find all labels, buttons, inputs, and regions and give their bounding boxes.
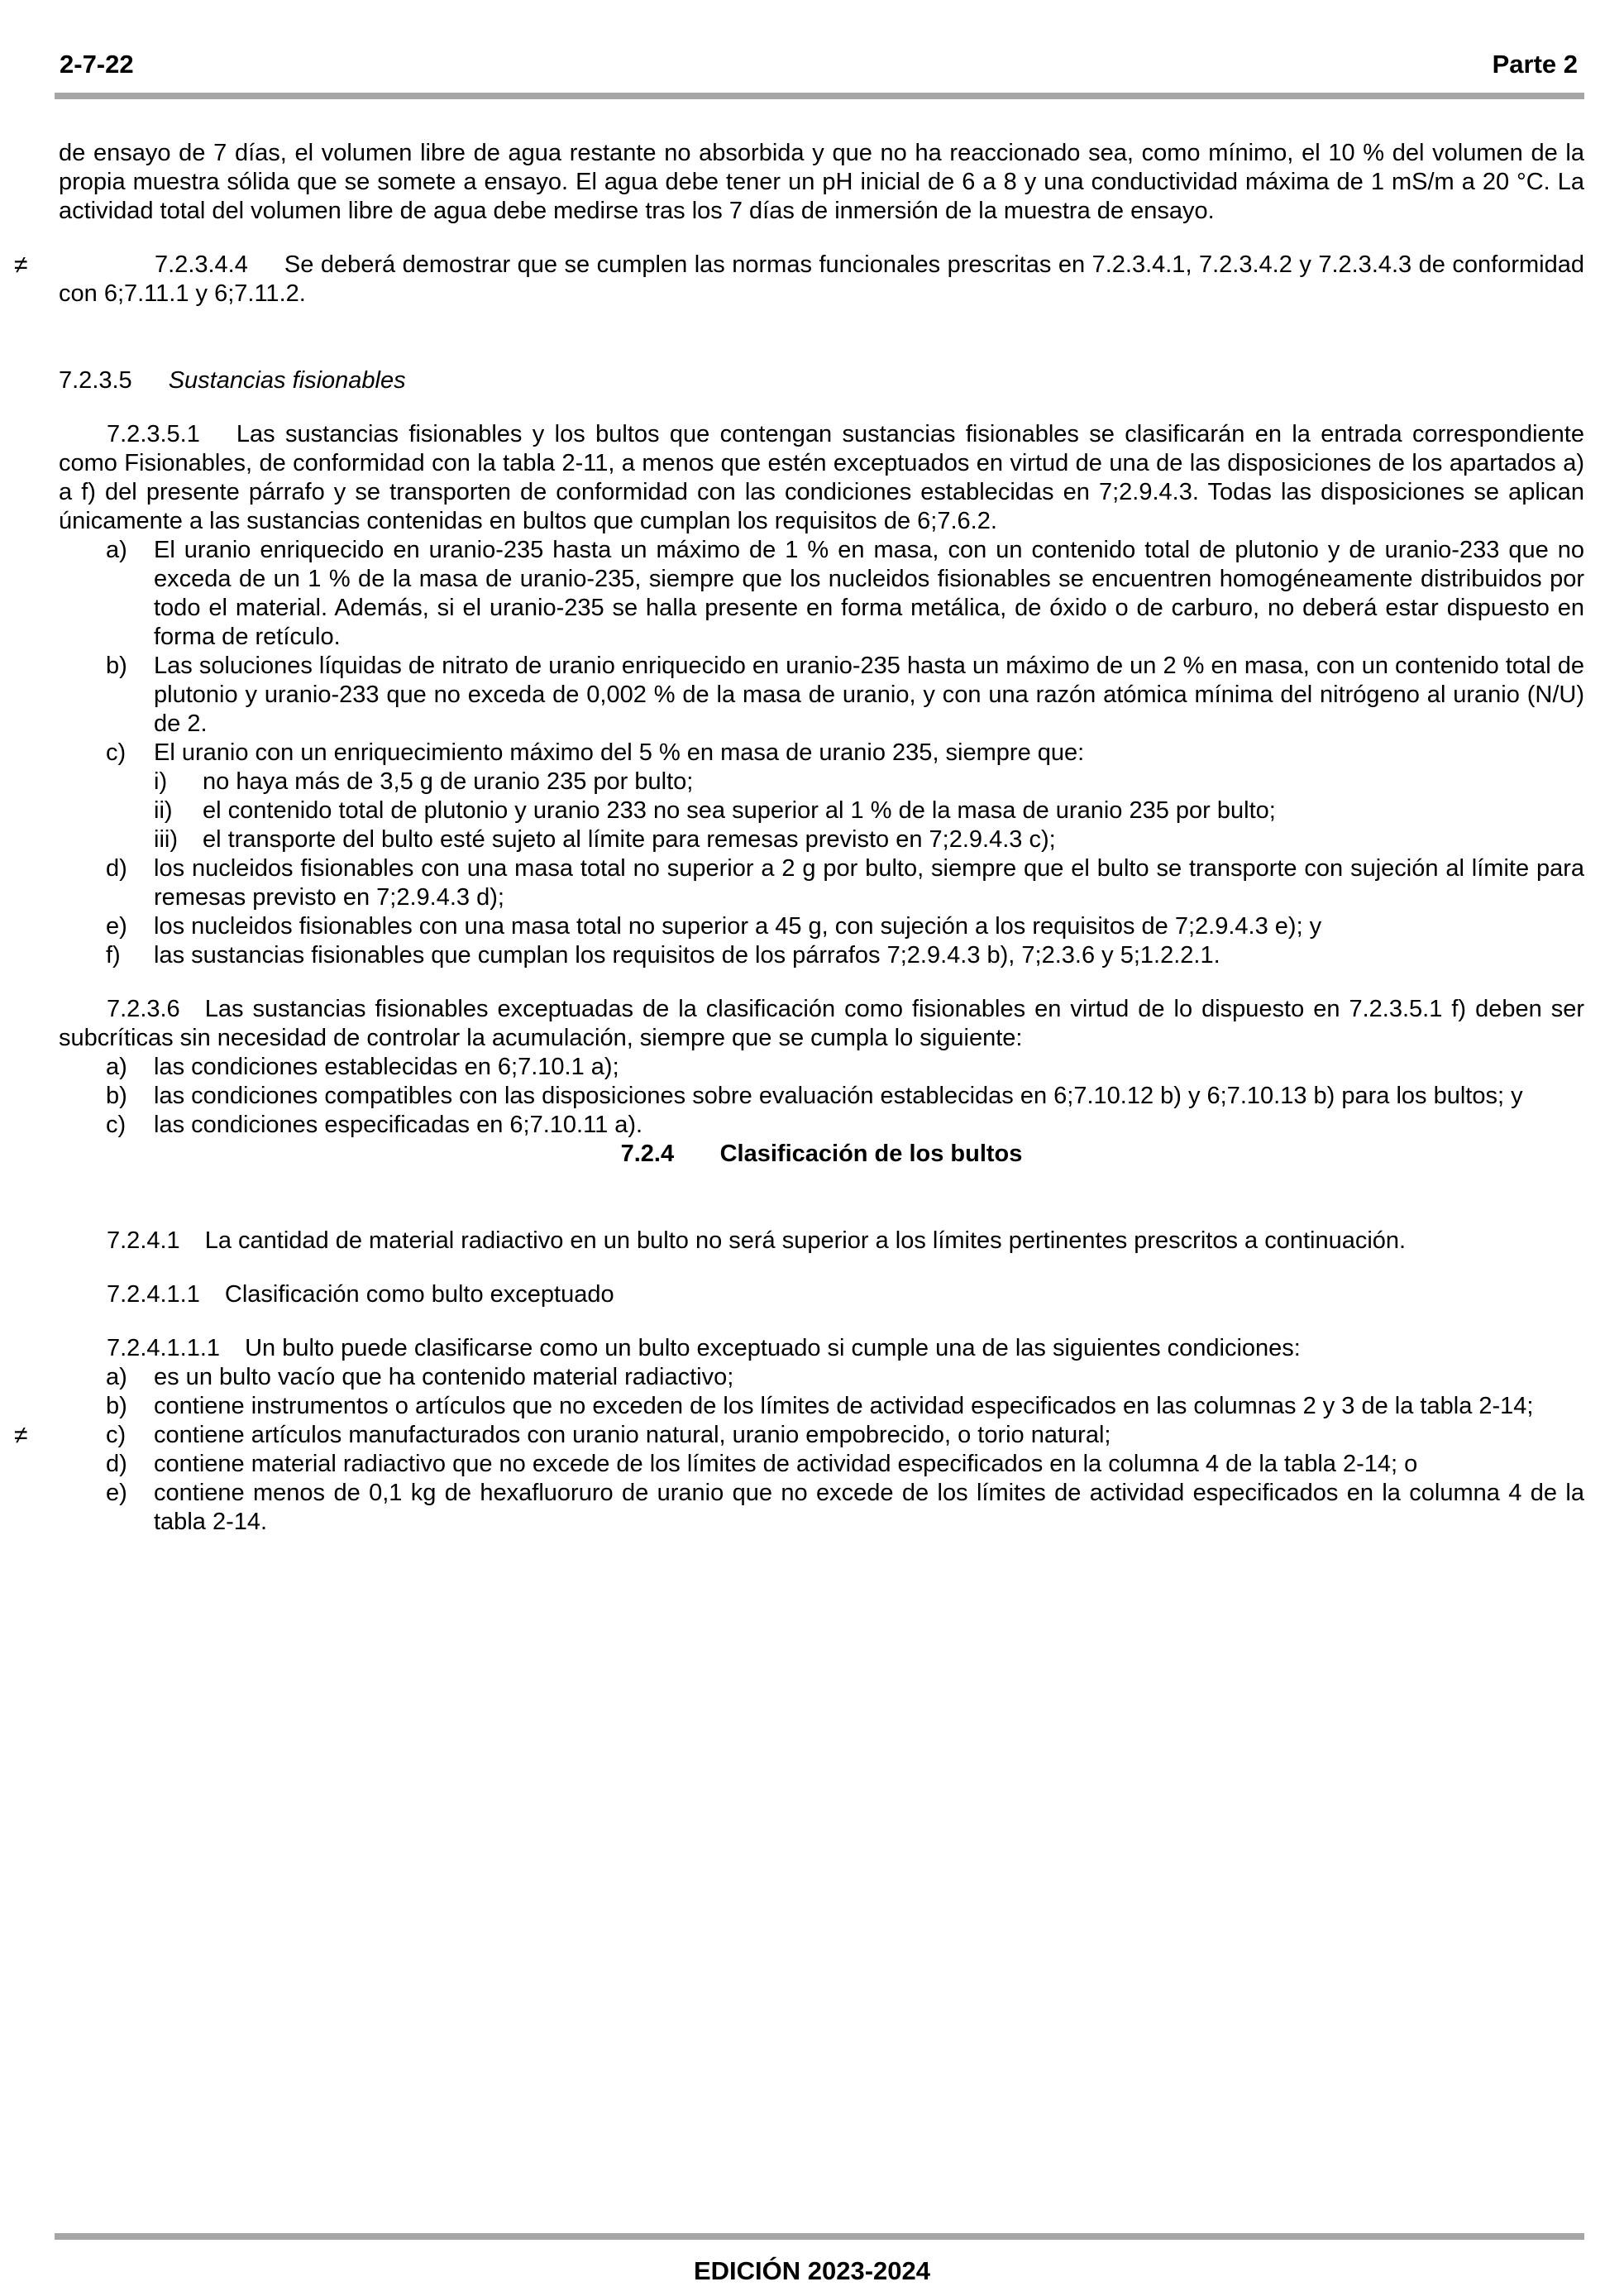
item-label: i) [154, 768, 168, 795]
change-mark: ≠ [14, 251, 28, 279]
item-text: contiene menos de 0,1 kg de hexafluoruro de uranio que no excede de los límites de actividad especificados en la columna 4 de la tabla 2-14. [154, 1480, 1584, 1535]
item-label: c) [106, 739, 127, 766]
item-text: las sustancias fisionables que cumplan los requisitos de los párrafos 7;2.9.4.3 b), 7;2.3.6 y 5;1.2.2.1. [154, 942, 1220, 969]
item-text: El uranio con un enriquecimiento máximo del 5 % en masa de uranio 235, siempre que: [154, 739, 1085, 766]
item-text: los nucleidos fisionables con una masa total no superior a 2 g por bulto, siempre que el bulto se transporte con sujeción al límite para remesas previsto en 7;2.9.4.3 d); [154, 855, 1584, 911]
item-label: b) [106, 1393, 127, 1419]
sub-list-item [59, 825, 1584, 854]
list-item [59, 536, 1584, 652]
item-label: d) [106, 855, 127, 882]
list-item [59, 941, 1584, 970]
paragraph-text: La cantidad de material radiactivo en un bulto no será superior a los límites pertinentes prescritos a continuación. [204, 1227, 1407, 1254]
item-label: a) [106, 1364, 127, 1390]
paragraph-number: 7.2.4.1.1 [107, 1281, 200, 1308]
item-text: las condiciones establecidas en 6;7.10.1 a); [154, 1054, 619, 1080]
item-label: b) [106, 1083, 127, 1109]
list-item [14, 1421, 1584, 1450]
paragraph-text: Las sustancias fisionables exceptuadas de la clasificación como fisionables en virtud de lo dispuesto en 7.2.3.5.1 f) deben ser subcríticas sin necesidad de controlar la acumulación, siempre que se cumpla lo siguiente: [59, 996, 1584, 1051]
item-text: el transporte del bulto esté sujeto al límite para remesas previsto en 7;2.9.4.3 c); [203, 826, 1056, 853]
footer-rule [55, 2233, 1584, 2240]
list-item [59, 1111, 1584, 1140]
paragraph-text: Un bulto puede clasificarse como un bulto exceptuado si cumple una de las siguientes condiciones: [245, 1335, 1301, 1361]
item-label: c) [106, 1422, 127, 1448]
item-text: es un bulto vacío que ha contenido material radiactivo; [154, 1364, 734, 1390]
item-text: contiene artículos manufacturados con uranio natural, uranio empobrecido, o torio natural; [154, 1422, 1111, 1448]
item-text: no haya más de 3,5 g de uranio 235 por bulto; [203, 768, 694, 795]
body-text [14, 139, 1584, 1537]
item-text: los nucleidos fisionables con una masa total no superior a 45 g, con sujeción a los requisitos de 7;2.9.4.3 e); y [154, 913, 1322, 940]
section-number: 7.2.3.5 [59, 367, 132, 394]
paragraph-text: Se deberá demostrar que se cumplen las normas funcionales prescritas en 7.2.3.4.1, 7.2.3.4.2 y 7.2.3.4.3 de conformidad con 6;7.11.1 y 6;7.11.2. [59, 251, 1584, 307]
section-title: Sustancias fisionables [168, 367, 406, 394]
item-label: b) [106, 653, 127, 679]
list-item [59, 652, 1584, 739]
list-item [59, 1082, 1584, 1111]
section-number: 7.2.4 [620, 1141, 675, 1167]
section-heading-7-2-4 [59, 1140, 1584, 1169]
paragraph-text: Las sustancias fisionables y los bultos que contengan sustancias fisionables se clasificarán en la entrada correspondiente como Fisionables, de conformidad con la tabla 2-11, a menos que estén exceptuados en virtud de una de las disposiciones de los apartados a) a f) del presente párrafo y se transporten de conformidad con las condiciones establecidas en 7;2.9.4.3. Todas las disposiciones se aplican únicamente a las sustancias contenidas en bultos que cumplan los requisitos de 6;7.6.2. [59, 421, 1584, 534]
paragraph-number: 7.2.3.5.1 [107, 421, 200, 447]
item-text: las condiciones especificadas en 6;7.10.11 a). [154, 1112, 643, 1138]
item-label: iii) [154, 826, 178, 853]
paragraph-7-2-3-6 [59, 995, 1584, 1053]
list-item [59, 739, 1584, 768]
paragraph-7-2-4-1-1-1 [59, 1334, 1584, 1363]
item-text: el contenido total de plutonio y uranio 233 no sea superior al 1 % de la masa de uranio 235 por bulto; [203, 797, 1276, 824]
paragraph-number: 7.2.4.1.1.1 [107, 1335, 221, 1361]
list-item [59, 912, 1584, 941]
sub-list-item [59, 768, 1584, 796]
paragraph-number: 7.2.4.1 [107, 1227, 180, 1254]
list-item [59, 1479, 1584, 1537]
item-label: a) [106, 537, 127, 563]
item-text: contiene material radiactivo que no excede de los límites de actividad especificados en la columna 4 de la tabla 2-14; o [154, 1451, 1418, 1477]
change-mark: ≠ [14, 1422, 28, 1449]
item-text: las condiciones compatibles con las disposiciones sobre evaluación establecidas en 6;7.10.12 b) y 6;7.10.13 b) para los bultos; y [154, 1083, 1523, 1109]
section-heading-7-2-3-5 [59, 366, 1584, 395]
item-label: ii) [154, 797, 173, 824]
header-rule [55, 93, 1584, 99]
list-item [59, 1053, 1584, 1082]
item-label: a) [106, 1054, 127, 1080]
paragraph-7-2-4-1-1 [59, 1280, 1584, 1309]
part-label: Parte 2 [1492, 50, 1578, 79]
item-label: c) [106, 1112, 127, 1138]
list-item [59, 854, 1584, 912]
paragraph-text: Clasificación como bulto exceptuado [224, 1281, 614, 1308]
list-item [59, 1363, 1584, 1392]
item-label: e) [106, 913, 127, 940]
list-item [59, 1392, 1584, 1421]
paragraph-intro: de ensayo de 7 días, el volumen libre de agua restante no absorbida y que no ha reaccionado sea, como mínimo, el 10 % del volumen de la propia muestra sólida que se somete a ensayo. El agua debe tener un pH inicial de 6 a 8 y una conductividad máxima de 1 mS/m a 20 °C. La actividad total del volumen libre de agua debe medirse tras los 7 días de inmersión de la muestra de ensayo. [59, 140, 1584, 224]
paragraph-7-2-3-5-1 [59, 420, 1584, 536]
paragraph-7-2-3-4-4 [14, 251, 1584, 309]
item-label: f) [106, 942, 121, 969]
page-number: 2-7-22 [60, 50, 134, 79]
item-text: contiene instrumentos o artículos que no exceden de los límites de actividad especificados en las columnas 2 y 3 de la tabla 2-14; [154, 1393, 1534, 1419]
item-label: d) [106, 1451, 127, 1477]
list-item [59, 1450, 1584, 1479]
paragraph-number: 7.2.3.6 [107, 996, 180, 1022]
edition-footer: EDICIÓN 2023-2024 [693, 2256, 931, 2285]
paragraph-number: 7.2.3.4.4 [155, 251, 248, 278]
item-text: Las soluciones líquidas de nitrato de uranio enriquecido en uranio-235 hasta un máximo de un 2 % en masa, con un contenido total de plutonio y uranio-233 que no exceda de 0,002 % de la masa de uranio, y con una razón atómica mínima del nitrógeno al uranio (N/U) de 2. [154, 653, 1584, 737]
paragraph-7-2-4-1 [59, 1227, 1584, 1256]
section-title: Clasificación de los bultos [719, 1141, 1023, 1167]
item-label: e) [106, 1480, 127, 1506]
sub-list-item [59, 796, 1584, 825]
item-text: El uranio enriquecido en uranio-235 hasta un máximo de 1 % en masa, con un contenido total de plutonio y de uranio-233 que no exceda de un 1 % de la masa de uranio-235, siempre que los nucleidos fisionables se encuentren homogéneamente distribuidos por todo el material. Además, si el uranio-235 se halla presente en forma metálica, de óxido o de carburo, no deberá estar dispuesto en forma de retículo. [154, 537, 1584, 650]
